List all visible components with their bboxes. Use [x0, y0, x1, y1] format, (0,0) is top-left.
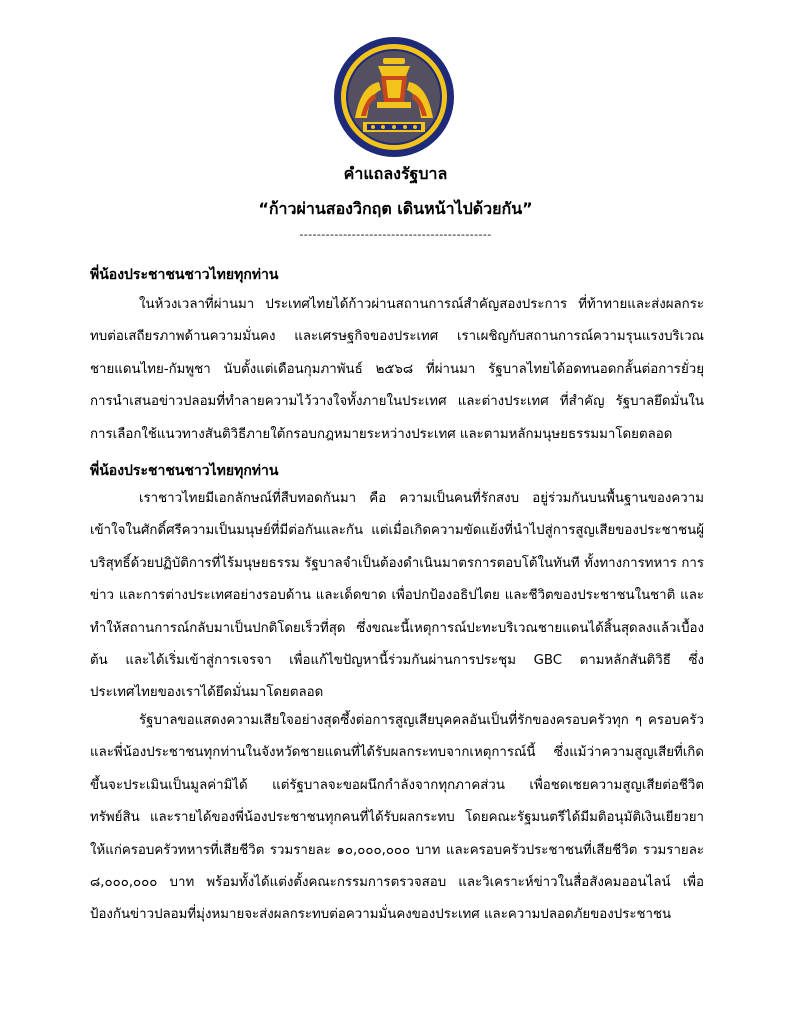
document-title: คำแถลงรัฐบาล: [343, 164, 448, 183]
thai-government-seal-icon: [333, 36, 455, 158]
document-subtitle: “ก้าวผ่านสองวิกฤต เดินหน้าไปด้วยกัน”: [258, 199, 533, 218]
section-2-paragraph-2: รัฐบาลขอแสดงความเสียใจอย่างสุดซึ้งต่อการสูญเสียบุคคลอันเป็นที่รักของครอบครัวทุก ๆ ครอบครัว และพี่น้องประชาชนทุกท่านในจังหวัดชายแดนที่ได้รับผลกระทบจากเหตุการณ์นี้ ซึ่งแม้ว่าความสูญเสียที่เกิดขึ้นจะประเมินเป็นมูลค่ามิได้ แต่รัฐบาลจะขอผนึกกำลังจากทุกภาคส่วน เพื่อชดเชยความสูญเสียต่อชีวิต ทรัพย์สิน และรายได้ของพี่น้องประชาชนทุกคนที่ได้รับผลกระทบ โดยคณะรัฐมนตรีได้มีมติอนุมัติเงินเยียวยาให้แก่ครอบครัวทหารที่เสียชีวิต รวมรายละ ๑๐,๐๐๐,๐๐๐ บาท และครอบครัวประชาชนที่เสียชีวิต รวมรายละ ๘,๐๐๐,๐๐๐ บาท พร้อมทั้งได้แต่งตั้งคณะกรรมการตรวจสอบ และวิเคราะห์ข่าวในสื่อสังคมออนไลน์ เพื่อป้องกันข่าวปลอมที่มุ่งหมายจะส่งผลกระทบต่อความมั่นคงของประเทศ และความปลอดภัยของประชาชน: [90, 713, 704, 923]
section-2-paragraph-1: เราชาวไทยมีเอกลักษณ์ที่สืบทอดกันมา คือ ความเป็นคนที่รักสงบ อยู่ร่วมกันบนพื้นฐานของความเข้าใจในศักดิ์ศรีความเป็นมนุษย์ที่มีต่อกันและกัน แต่เมื่อเกิดความขัดแย้งที่นำไปสู่การสูญเสียของประชาชนผู้บริสุทธิ์ด้วยปฏิบัติการที่ไร้มนุษยธรรม รัฐบาลจำเป็นต้องดำเนินมาตรการตอบโต้ในทันที ทั้งทางการทหาร การข่าว และการต่างประเทศอย่างรอบด้าน และเด็ดขาด เพื่อปกป้องอธิปไตย และชีวิตของประชาชนในชาติ และทำให้สถานการณ์กลับมาเป็นปกติโดยเร็วที่สุด ซึ่งขณะนี้เหตุการณ์ปะทะบริเวณชายแดนได้สิ้นสุดลงแล้วเบื้องต้น และได้เริ่มเข้าสู่การเจรจา เพื่อแก้ไขปัญหานี้ร่วมกันผ่านการประชุม GBC ตามหลักสันติวิธี ซึ่งประเทศไทยของเราได้ยึดมั่นมาโดยตลอด: [90, 491, 704, 701]
section-1-paragraph: ในห้วงเวลาที่ผ่านมา ประเทศไทยได้ก้าวผ่านสถานการณ์สำคัญสองประการ ที่ท้าทายและส่งผลกระทบต่อเสถียรภาพด้านความมั่นคง และเศรษฐกิจของประเทศ เราเผชิญกับสถานการณ์ความรุนแรงบริเวณชายแดนไทย-กัมพูชา นับตั้งแต่เดือนกุมภาพันธ์ ๒๕๖๘ ที่ผ่านมา รัฐบาลไทยได้อดทนอดกลั้นต่อการยั่วยุ การนำเสนอข่าวปลอมที่ทำลายความไว้วางใจทั้งภายในประเทศ และต่างประเทศ ที่สำคัญ รัฐบาลยึดมั่นในการเลือกใช้แนวทางสันติวิธีภายใต้กรอบกฎหมายระหว่างประเทศ และตามหลักมนุษยธรรมมาโดยตลอด: [90, 297, 704, 442]
section-1-heading: พี่น้องประชาชนชาวไทยทุกท่าน: [90, 267, 279, 283]
title-divider: --------------------------------------------: [299, 228, 492, 241]
seal-graphic: [333, 36, 455, 158]
section-2-heading: พี่น้องประชาชนชาวไทยทุกท่าน: [90, 463, 279, 479]
